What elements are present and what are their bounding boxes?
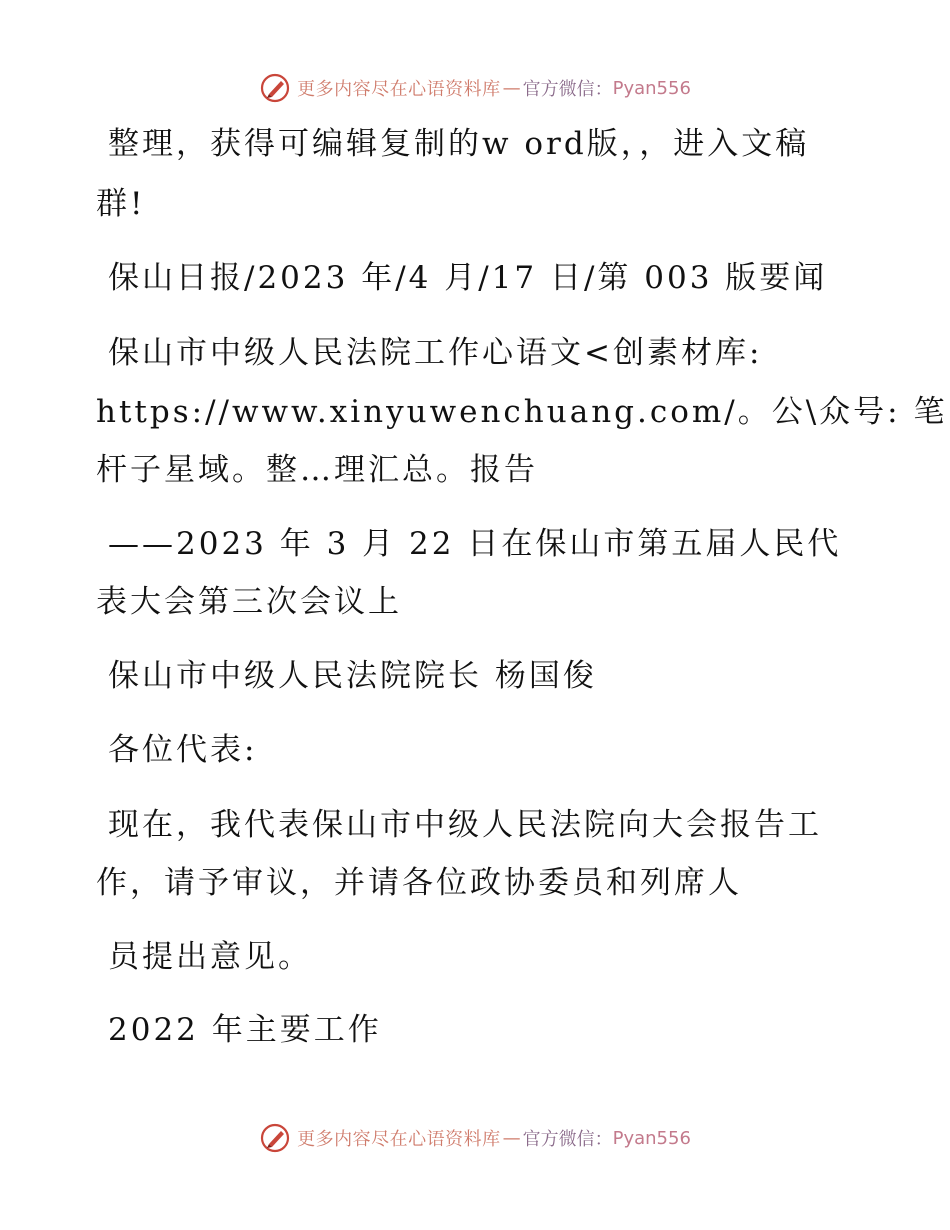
watermark-contact-label: 官方微信： <box>522 1129 613 1150</box>
section-heading: 2022 年主要工作 <box>108 1012 382 1048</box>
body-line-12: 作，请予审议，并请各位政协委员和列席人 <box>96 865 742 901</box>
header-watermark <box>0 72 950 104</box>
pen-logo-icon <box>259 1122 291 1154</box>
body-line-4: 保山市中级人民法院工作心语文<创素材库: <box>108 335 763 371</box>
watermark-dash: — <box>502 77 521 99</box>
salutation-line: 各位代表: <box>108 732 258 768</box>
subtitle-line-2: 表大会第三次会议上 <box>96 584 402 620</box>
pen-logo-icon <box>259 72 291 104</box>
author-line: 保山市中级人民法院院长 杨国俊 <box>108 658 597 694</box>
watermark-text: 更多内容尽在心语资料库 <box>297 1129 501 1150</box>
watermark-contact-id: Pyan556 <box>612 1127 691 1149</box>
body-line-2: 群! <box>96 186 146 222</box>
body-line-11: 现在，我代表保山市中级人民法院向大会报告工 <box>108 807 822 843</box>
body-line-1: 整理，获得可编辑复制的w ord版，，进入文稿 <box>108 126 810 162</box>
body-line-6: 杆子星域。整…理汇总。报告 <box>96 452 538 488</box>
watermark-contact-id: Pyan556 <box>612 77 691 99</box>
body-line-13: 员提出意见。 <box>108 939 312 975</box>
watermark-text: 更多内容尽在心语资料库 <box>297 79 501 100</box>
watermark-contact-label: 官方微信： <box>522 79 613 100</box>
body-line-5: https://www.xinyuwenchuang.com/。公\众号: 笔 <box>96 394 948 430</box>
subtitle-line-1: ——2023 年 3 月 22 日在保山市第五届人民代 <box>108 526 842 562</box>
footer-watermark <box>0 1122 950 1154</box>
source-line: 保山日报/2023 年/4 月/17 日/第 003 版要闻 <box>108 260 828 296</box>
watermark-dash: — <box>502 1127 521 1149</box>
